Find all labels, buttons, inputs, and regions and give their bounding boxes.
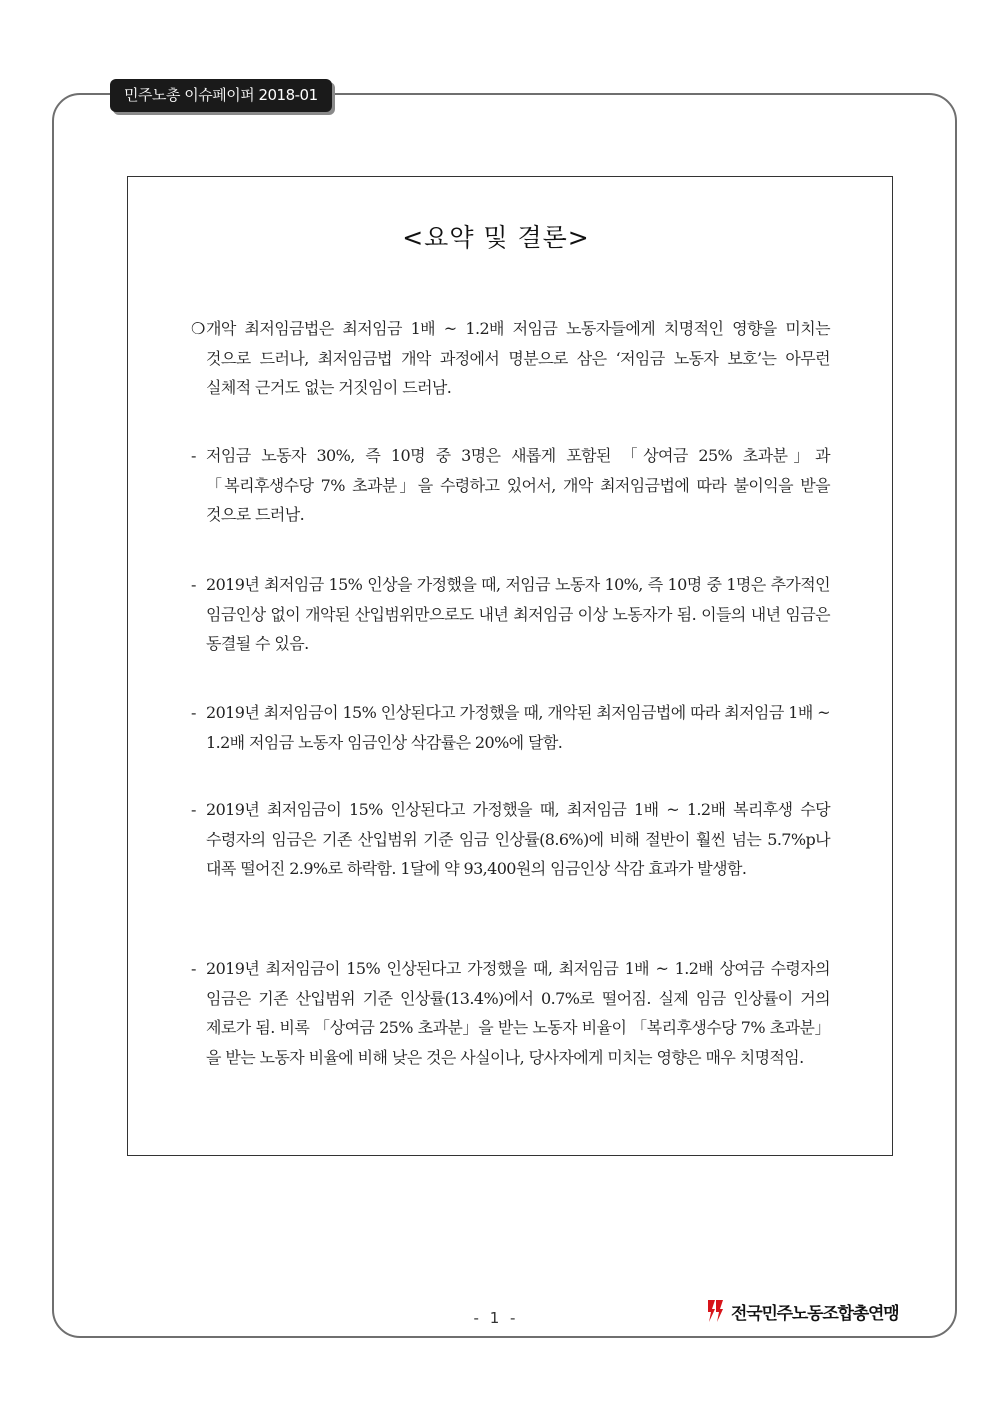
paragraph-text: 2019년 최저임금이 15% 인상된다고 가정했을 때, 최저임금 1배 ~ 1.2배 상여금 수령자의 임금은 기존 산입범위 기준 인상률(13.4%)에서 0.7%로 떨어짐. 실제 임금 인상률이 거의 제로가 됨. 비록 「상여금 25% 초과분」을 받는 노동자 비율이 「복리후생수당 7% 초과분」을 받는 노동자 비율에 비해 낮은 것은 사실이나, 당사자에게 미치는 영향은 매우 치명적임.	[206, 959, 830, 1067]
dash-bullet: -	[191, 959, 196, 978]
dash-bullet: -	[191, 800, 196, 819]
series-label-tab: 민주노총 이슈페이퍼 2018-01	[110, 79, 332, 112]
summary-paragraph	[188, 314, 830, 403]
kctu-logo-icon	[705, 1299, 725, 1323]
finding-paragraph	[188, 441, 830, 530]
paragraph-text: 2019년 최저임금 15% 인상을 가정했을 때, 저임금 노동자 10%, 즉 10명 중 1명은 추가적인 임금인상 없이 개악된 산입범위만으로도 내년 최저임금 이상 노동자가 됨. 이들의 내년 임금은 동결될 수 있음.	[206, 575, 830, 653]
paragraph-text: 2019년 최저임금이 15% 인상된다고 가정했을 때, 개악된 최저임금법에 따라 최저임금 1배 ~ 1.2배 저임금 노동자 임금인상 삭감률은 20%에 달함.	[206, 703, 830, 752]
finding-paragraph	[188, 698, 830, 757]
dash-bullet: -	[191, 575, 196, 594]
finding-paragraph	[188, 954, 830, 1072]
page-number: - 1 -	[473, 1309, 519, 1327]
paragraph-text: 저임금 노동자 30%, 즉 10명 중 3명은 새롭게 포함된 「상여금 25% 초과분」과 「복리후생수당 7% 초과분」을 수령하고 있어서, 개악 최저임금법에 따라 불이익을 받을 것으로 드러남.	[206, 446, 830, 524]
finding-paragraph	[188, 795, 830, 884]
section-title: <요약 및 결론>	[402, 223, 590, 252]
organization-name: 전국민주노동조합총연맹	[731, 1303, 899, 1324]
finding-paragraph	[188, 570, 830, 659]
paragraph-text: 개악 최저임금법은 최저임금 1배 ~ 1.2배 저임금 노동자들에게 치명적인 영향을 미치는 것으로 드러나, 최저임금법 개악 과정에서 명분으로 삼은 ‘저임금 노동자 보호’는 아무런 실체적 근거도 없는 거짓임이 드러남.	[206, 319, 830, 397]
dash-bullet: -	[191, 446, 196, 465]
dash-bullet: -	[191, 703, 196, 722]
organization-signature	[705, 1296, 898, 1326]
circle-bullet-icon: ❍	[191, 319, 205, 338]
paragraph-text: 2019년 최저임금이 15% 인상된다고 가정했을 때, 최저임금 1배 ~ 1.2배 복리후생 수당 수령자의 임금은 기존 산입범위 기준 임금 인상률(8.6%)에 비해 절반이 훨씬 넘는 5.7%p나 대폭 떨어진 2.9%로 하락함. 1달에 약 93,400원의 임금인상 삭감 효과가 발생함.	[206, 800, 830, 878]
